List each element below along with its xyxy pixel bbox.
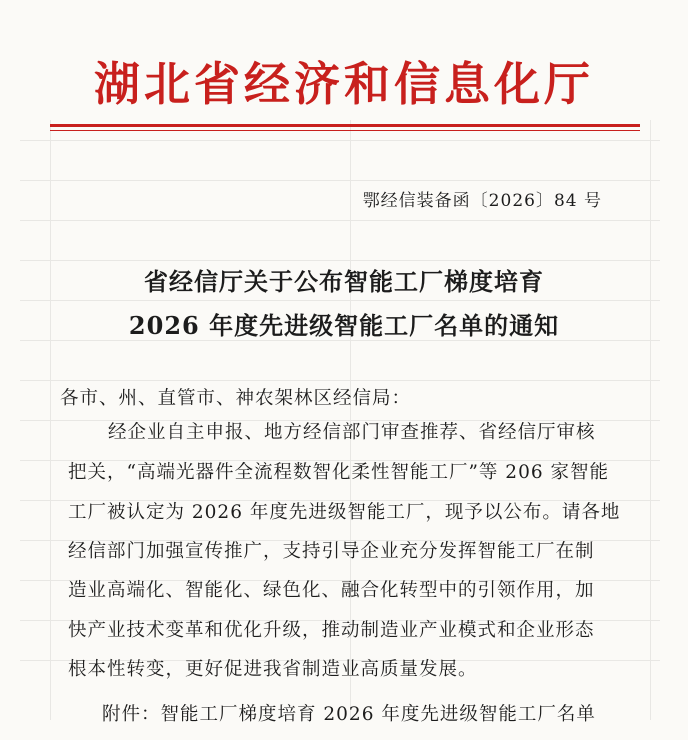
- paragraph-line: 经信部门加强宣传推广，支持引导企业充分发挥智能工厂在制: [68, 541, 595, 562]
- paragraph-line: 把关，“高端光器件全流程数智化柔性智能工厂”等 206 家智能: [68, 462, 609, 483]
- paragraph-line: 造业高端化、智能化、绿色化、融合化转型中的引领作用，加: [68, 580, 595, 601]
- paragraph-line: 快产业技术变革和优化升级，推动制造业产业模式和企业形态: [68, 620, 595, 641]
- issuing-authority-title: 湖北省经济和信息化厅: [94, 57, 594, 111]
- header-rule-thin: [50, 130, 640, 131]
- notice-title-line-2: 2026 年度先进级智能工厂名单的通知: [128, 311, 560, 340]
- document-number: 鄂经信装备函〔2026〕84 号: [362, 191, 602, 211]
- attachment-note: 附件：智能工厂梯度培育 2026 年度先进级智能工厂名单: [102, 704, 596, 725]
- addressee: 各市、州、直管市、神农架林区经信局：: [60, 388, 412, 409]
- paragraph-line: 根本性转变，更好促进我省制造业高质量发展。: [68, 659, 478, 680]
- header-rule-thick: [50, 124, 640, 127]
- paragraph-line: 工厂被认定为 2026 年度先进级智能工厂，现予以公布。请各地: [68, 502, 621, 523]
- paragraph-line: 经企业自主申报、地方经信部门审查推荐、省经信厅审核: [108, 422, 596, 443]
- notice-title-line-1: 省经信厅关于公布智能工厂梯度培育: [144, 267, 544, 296]
